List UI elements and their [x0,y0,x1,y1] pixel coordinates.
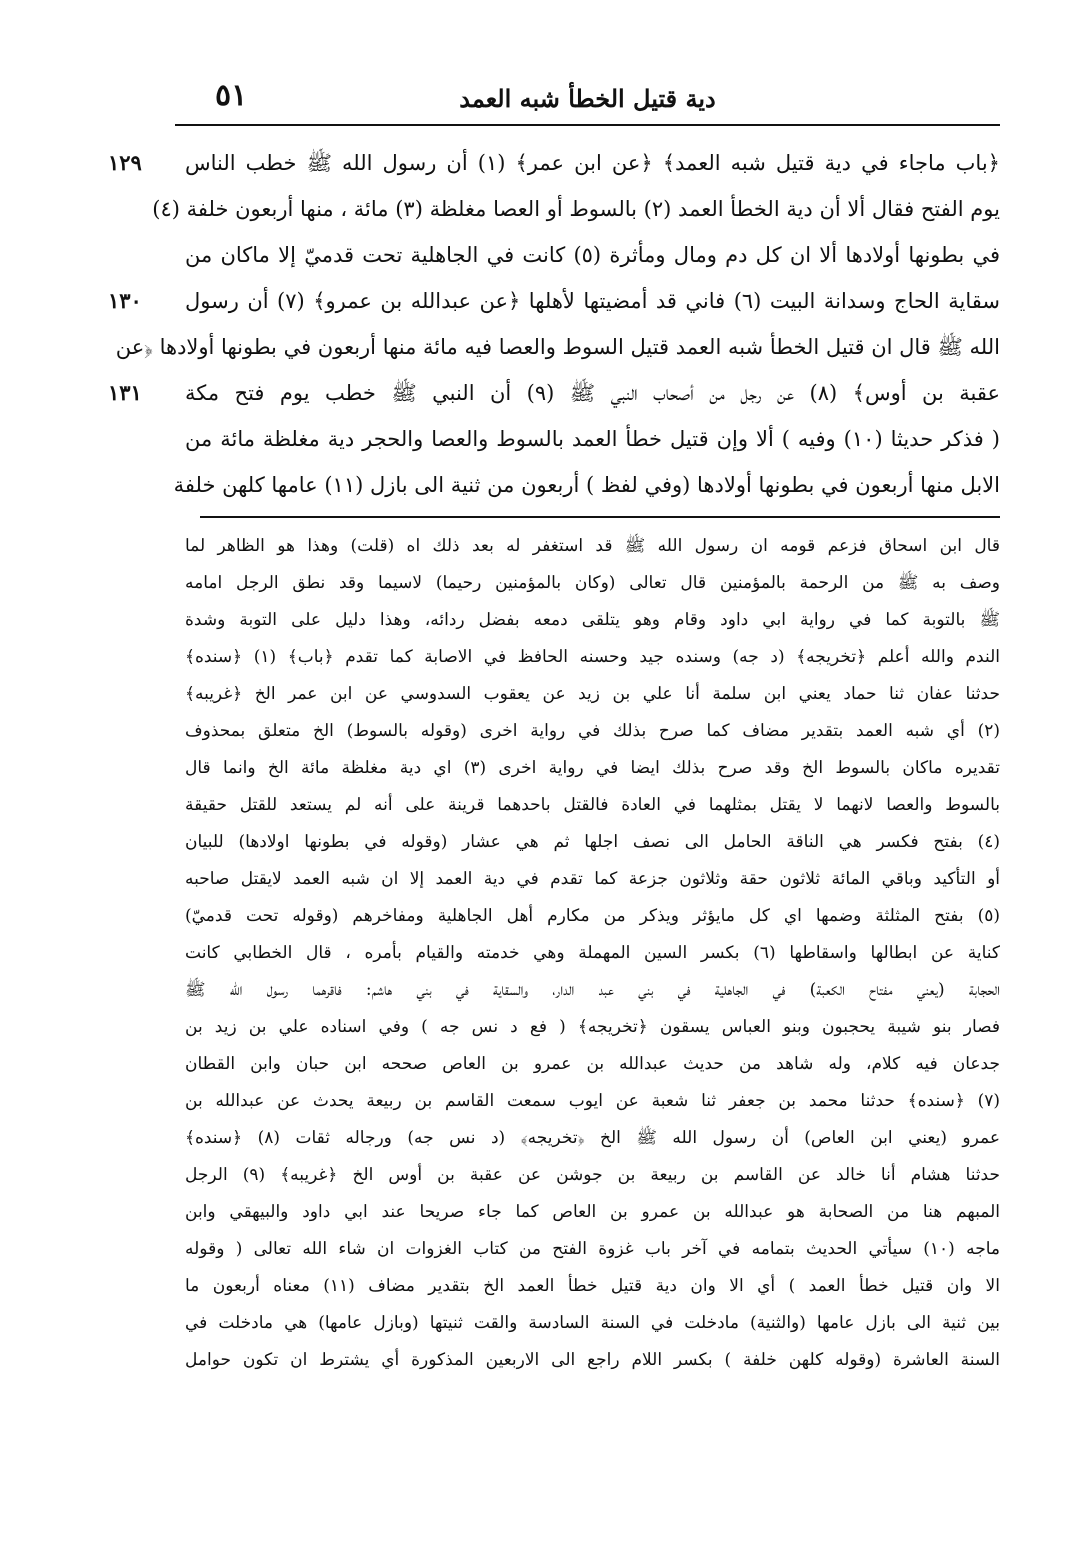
hadith-number: ١٣١ [108,380,142,405]
footnote-line: (٥) بفتح المثلثة وضمها اي كل مايؤثر ويذكر من مكارم أهل الجاهلية ومفاخرهم (وقوله تحت قدميّ) [185,906,1000,926]
footnote-line: ﷺ بالتوبة كما في رواية ابي داود وقام وهو يتلقى دمعه بفضل ردائه، وهذا دليل على التوبة وشدة [185,610,1000,630]
footnote-line: وصف به ﷺ من الرحمة بالمؤمنين قال تعالى (وكان بالمؤمنين رحيما) لاسيما وقد نطق الرجل امامه [185,573,1000,593]
main-text-line: يوم الفتح فقال ألا أن دية الخطأ العمد (٢) بالسوط أو العصا مغلظة (٣) مائة ، منها أربعون خلفة (٤) [152,197,1000,221]
footnote-line: بين ثنية الى بازل عامها (والثنية) مادخلت في السنة السادسة والقت ثنيتها (وبازل عامها) هي مادخلت في [185,1313,1000,1333]
hadith-number: ١٢٩ [108,150,142,175]
footnote-line: عمرو (يعني ابن العاص) أن رسول الله ﷺ الخ ﴿تخريجه﴾ (د نس جه) ورجاله ثقات (٨) ﴿سنده﴾ [185,1128,1000,1148]
footnote-line: كناية عن ابطالها واسقاطها (٦) بكسر السين المهملة وهي خدمته والقيام بأمره ، قال الخطابي كانت [185,943,1000,963]
footnote-line: السنة العاشرة (وقوله كلهن خلفة ) بكسر اللام راجع الى الاربعين المذكورة أي يشترط ان تكون حوامل [185,1350,1000,1370]
footnote-separator [200,516,1000,518]
main-text-line: ﴿باب ماجاء في دية قتيل شبه العمد﴾ ﴿عن ابن عمر﴾ (١) أن رسول الله ﷺ خطب الناس [185,151,1000,175]
footnote-line: جدعان فيه كلام، وله شاهد من حديث عبدالله بن عمرو بن العاص صححه ابن حبان وابن القطان [185,1054,1000,1074]
footnote-line: بالسوط والعصا لانهما لا يقتل بمثلهما في العادة فالقتل باحدهما قرينة على أنه لم يستعد للقتل حقيقة [185,795,1000,815]
running-title: دية قتيل الخطأ شبه العمد [459,84,716,113]
footnote-line: حدثنا هشام أنا خالد عن القاسم بن ربيعة بن جوشن عن عقبة بن أوس الخ ﴿غريبه﴾ (٩) الرجل [185,1165,1000,1185]
footnote-line: ماجه (١٠) سيأتي الحديث بتمامه في آخر باب غزوة الفتح من كتاب الغزوات ان شاء الله تعالى ( وقوله [185,1239,1000,1259]
footnote-line: فصار بنو شيبة يحجبون وبنو العباس يسقون ﴿تخريجه﴾ ( فع د نس جه ) وفي اسناده علي بن زيد بن [185,1017,1000,1037]
main-text-line: الابل منها أربعون في بطونها أولادها (وفي لفظ ) أربعون من ثنية الى بازل (١١) عامها كلهن خلفة [173,473,1000,497]
main-text-line: ( فذكر حديثا (١٠) وفيه ) ألا وإن قتيل خطأ العمد بالسوط والعصا والحجر دية مغلظة مائة من [185,427,1000,451]
header-rule [175,124,1000,126]
footnote-line: المبهم هنا من الصحابة هو عبدالله بن عمرو بن العاص كما جاء صريحا عند ابي داود والبيهقي وابن [185,1202,1000,1222]
footnote-line: أو التأكيد وباقي المائة ثلاثون حقة وثلاثون جزعة كما تقدم في دية العمد إلا ان شبه العمد لايقتل صاحبه [185,869,1000,889]
footnotes [185,528,1000,1379]
footnote-line: الحجابة (يعني مفتاح الكعبة) في الجاهلية في بني عبد الدار، والسقاية في بني هاشم: فاقرهما رسول الله ﷺ [185,980,1000,1000]
hadith-number: ١٣٠ [108,288,142,313]
main-text-line: الله ﷺ قال ان قتيل الخطأ شبه العمد قتيل السوط والعصا فيه مائة منها أربعون في بطونها أولادها ﴿عن [115,335,1000,359]
footnote-line: الندم والله أعلم ﴿تخريجه﴾ (د جه) وسنده جيد وحسنه الحافظ في الاصابة كما تقدم ﴿باب﴾ (١) ﴿سنده﴾ [185,647,1000,667]
footnote-line: تقديره ماكان بالسوط الخ وقد صرح بذلك ايضا في رواية اخرى (٣) اي دية مغلظة مائة الخ وانما قال [185,758,1000,778]
page-header [175,78,1000,118]
footnote-line: الا وان قتيل خطأ العمد ) أي الا وان دية قتيل خطأ العمد الخ بتقدير مضاف (١١) معناه أربعون ما [185,1276,1000,1296]
footnote-line: حدثنا عفان ثنا حماد يعني ابن سلمة أنا علي بن زيد عن يعقوب السدوسي عن ابن عمر الخ ﴿غريبه﴾ [185,684,1000,704]
main-text-line: سقاية الحاج وسدانة البيت (٦) فاني قد أمضيتها لأهلها ﴿عن عبدالله بن عمرو﴾ (٧) أن رسول [185,289,1000,313]
footnote-line: (٢) أي شبه العمد بتقدير مضاف كما صرح بذلك في رواية اخرى (وقوله بالسوط) الخ متعلق بمحذوف [185,721,1000,741]
main-text-line: عقبة بن أوس﴾ (٨) عن رجل من أصحاب النبي ﷺ (٩) أن النبي ﷺ خطب يوم فتح مكة [185,381,1001,405]
footnote-line: (٧) ﴿سنده﴾ حدثنا محمد بن جعفر ثنا شعبة عن ايوب سمعت القاسم بن ربيعة يحدث عن عبدالله بن [185,1091,1000,1111]
footnote-line: (٤) بفتح فكسر هي الناقة الحامل الى نصف اجلها ثم هي عشار (وقوله في بطونها اولادها) للبيان [185,832,1000,852]
main-text-line: في بطونها أولادها ألا ان كل دم ومال ومأثرة (٥) كانت في الجاهلية تحت قدميّ إلا ماكان من [185,243,1000,267]
page-number: ٥١ [215,78,248,113]
footnote-line: قال ابن اسحاق فزعم قومه ان رسول الله ﷺ قد استغفر له بعد ذلك اه (قلت) وهذا هو الظاهر لما [185,536,1000,556]
